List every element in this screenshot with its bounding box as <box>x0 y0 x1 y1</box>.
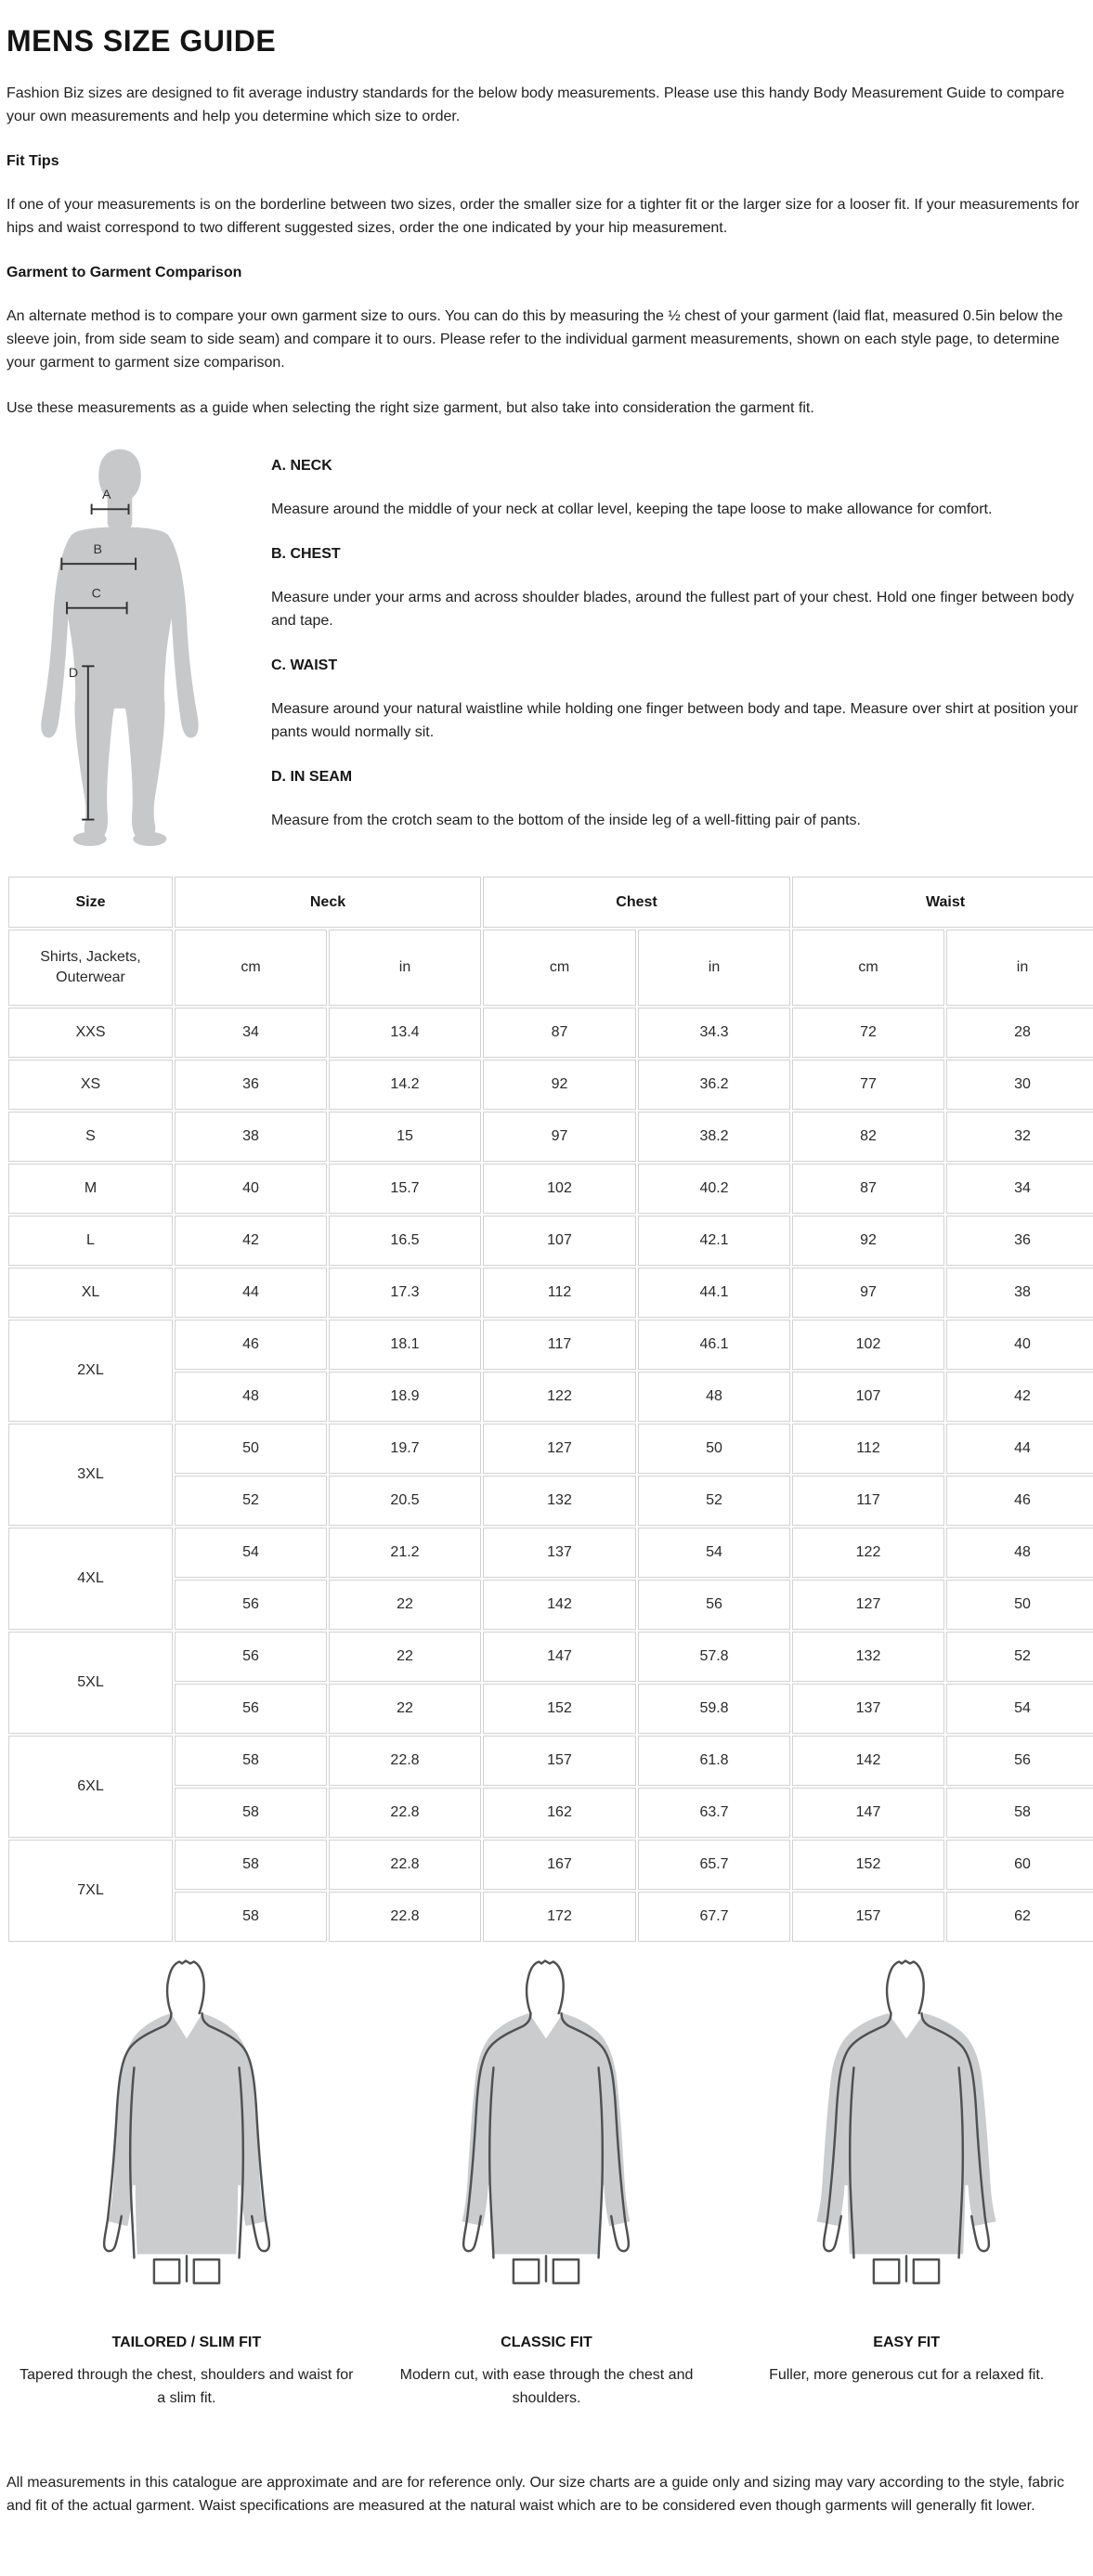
size-value-cell: 36.2 <box>638 1060 790 1110</box>
measurement-text: Measure around your natural waistline while holding one finger between body and tape. Measure over shirt at position your pants would normally sit. <box>271 701 1078 740</box>
size-value-cell: 152 <box>792 1840 944 1890</box>
measurement-label: A. NECK <box>271 458 332 474</box>
size-value-cell: 44 <box>946 1424 1093 1474</box>
size-value-cell: 157 <box>483 1736 636 1786</box>
unit-header-cell: cm <box>175 930 327 1006</box>
size-table-row <box>8 1528 1093 1578</box>
size-table-row <box>8 1840 1093 1890</box>
fit-guide-section <box>7 1951 1086 2410</box>
size-value-cell: 34 <box>946 1164 1093 1214</box>
group-column-header: Chest <box>483 877 790 928</box>
size-label-cell: L <box>8 1216 173 1266</box>
size-value-cell: 50 <box>638 1424 790 1474</box>
size-value-cell: 16.5 <box>329 1216 481 1266</box>
measurement-item-chest <box>271 545 1086 632</box>
size-label-cell: XL <box>8 1268 173 1318</box>
measurement-text: Measure around the middle of your neck at collar level, keeping the tape loose to make allowance for comfort. <box>271 501 993 517</box>
size-value-cell: 142 <box>483 1580 636 1630</box>
size-table-row <box>8 1736 1093 1786</box>
size-value-cell: 172 <box>483 1892 636 1942</box>
measurement-instructions <box>239 446 1086 856</box>
size-value-cell: 36 <box>175 1060 327 1110</box>
size-value-cell: 132 <box>792 1632 944 1682</box>
size-value-cell: 34 <box>175 1008 327 1058</box>
size-value-cell: 14.2 <box>329 1060 481 1110</box>
size-value-cell: 56 <box>175 1632 327 1682</box>
size-value-cell: 15.7 <box>329 1164 481 1214</box>
size-value-cell: 58 <box>946 1788 1093 1838</box>
size-value-cell: 22.8 <box>329 1840 481 1890</box>
size-value-cell: 56 <box>638 1580 790 1630</box>
size-value-cell: 152 <box>483 1684 636 1734</box>
size-value-cell: 52 <box>638 1476 790 1526</box>
unit-header-cell: in <box>946 930 1093 1006</box>
size-value-cell: 38.2 <box>638 1112 790 1162</box>
size-label-cell: 4XL <box>8 1528 173 1630</box>
size-value-cell: 60 <box>946 1840 1093 1890</box>
size-value-cell: 132 <box>483 1476 636 1526</box>
measurement-label: B. CHEST <box>271 546 341 562</box>
fit-card-easy <box>726 1951 1086 2410</box>
group-column-header: Waist <box>792 877 1093 928</box>
size-value-cell: 44.1 <box>638 1268 790 1318</box>
size-value-cell: 40.2 <box>638 1164 790 1214</box>
size-value-cell: 38 <box>946 1268 1093 1318</box>
size-value-cell: 22.8 <box>329 1736 481 1786</box>
size-value-cell: 42.1 <box>638 1216 790 1266</box>
measurement-text: Measure from the crotch seam to the bottom of the inside leg of a well-fitting pair of pants. <box>271 813 861 828</box>
intro-paragraph: Fashion Biz sizes are designed to fit average industry standards for the below body measurements. Please use this handy Body Measurement Guide to compare your own measurements and help you determine which size to order. <box>7 85 1065 124</box>
size-table-row <box>8 1268 1093 1318</box>
fit-description: Fuller, more generous cut for a relaxed fit. <box>769 2367 1045 2383</box>
size-value-cell: 58 <box>175 1840 327 1890</box>
size-guide-page <box>7 22 1086 2517</box>
measurement-text: Measure under your arms and across shoulder blades, around the fullest part of your chest. Hold one finger between body and tape. <box>271 590 1074 629</box>
size-value-cell: 63.7 <box>638 1788 790 1838</box>
size-value-cell: 34.3 <box>638 1008 790 1058</box>
garment-comparison-heading: Garment to Garment Comparison <box>7 265 242 280</box>
measurement-item-waist <box>271 657 1086 744</box>
fit-label: CLASSIC FIT <box>501 2335 592 2350</box>
diagram-label-b: B <box>93 541 103 557</box>
fit-description: Tapered through the chest, shoulders and waist for a slim fit. <box>20 2367 354 2406</box>
measurement-diagram-section <box>7 446 1086 856</box>
size-value-cell: 142 <box>792 1736 944 1786</box>
unit-header-cell: cm <box>792 930 944 1006</box>
unit-header-cell: in <box>638 930 790 1006</box>
size-value-cell: 62 <box>946 1892 1093 1942</box>
size-value-cell: 58 <box>175 1892 327 1942</box>
tailored-fit-figure-icon <box>78 1951 295 2296</box>
size-label-cell: S <box>8 1112 173 1162</box>
size-value-cell: 18.9 <box>329 1372 481 1422</box>
size-table-row <box>8 1112 1093 1162</box>
size-value-cell: 59.8 <box>638 1684 790 1734</box>
size-table-row <box>8 1424 1093 1474</box>
size-value-cell: 40 <box>946 1320 1093 1370</box>
size-value-cell: 48 <box>175 1372 327 1422</box>
size-value-cell: 56 <box>175 1684 327 1734</box>
size-value-cell: 58 <box>175 1736 327 1786</box>
size-category-cell: Shirts, Jackets, Outerwear <box>8 930 173 1006</box>
size-value-cell: 50 <box>946 1580 1093 1630</box>
size-value-cell: 46.1 <box>638 1320 790 1370</box>
size-value-cell: 58 <box>175 1788 327 1838</box>
size-label-cell: XS <box>8 1060 173 1110</box>
measurement-item-neck <box>271 457 1086 521</box>
size-value-cell: 107 <box>792 1372 944 1422</box>
size-value-cell: 92 <box>792 1216 944 1266</box>
size-value-cell: 22 <box>329 1684 481 1734</box>
size-value-cell: 19.7 <box>329 1424 481 1474</box>
measurement-item-inseam <box>271 768 1086 832</box>
size-value-cell: 92 <box>483 1060 636 1110</box>
size-label-cell: 3XL <box>8 1424 173 1526</box>
size-value-cell: 44 <box>175 1268 327 1318</box>
size-value-cell: 38 <box>175 1112 327 1162</box>
size-value-cell: 147 <box>483 1632 636 1682</box>
size-value-cell: 147 <box>792 1788 944 1838</box>
size-value-cell: 137 <box>792 1684 944 1734</box>
page-title: MENS SIZE GUIDE <box>7 24 277 58</box>
size-value-cell: 30 <box>946 1060 1093 1110</box>
size-value-cell: 21.2 <box>329 1528 481 1578</box>
group-column-header: Neck <box>175 877 481 928</box>
size-value-cell: 46 <box>946 1476 1093 1526</box>
guide-note: Use these measurements as a guide when selecting the right size garment, but also take into consideration the garment fit. <box>7 400 814 416</box>
size-value-cell: 46 <box>175 1320 327 1370</box>
size-value-cell: 17.3 <box>329 1268 481 1318</box>
size-value-cell: 107 <box>483 1216 636 1266</box>
size-value-cell: 67.7 <box>638 1892 790 1942</box>
fit-tips-heading: Fit Tips <box>7 153 59 169</box>
size-value-cell: 48 <box>638 1372 790 1422</box>
size-value-cell: 122 <box>483 1372 636 1422</box>
size-value-cell: 42 <box>946 1372 1093 1422</box>
size-value-cell: 54 <box>638 1528 790 1578</box>
size-value-cell: 13.4 <box>329 1008 481 1058</box>
size-value-cell: 112 <box>483 1268 636 1318</box>
size-value-cell: 22 <box>329 1580 481 1630</box>
size-value-cell: 61.8 <box>638 1736 790 1786</box>
size-value-cell: 22.8 <box>329 1788 481 1838</box>
size-value-cell: 54 <box>946 1684 1093 1734</box>
size-label-cell: 2XL <box>8 1320 173 1422</box>
diagram-label-a: A <box>102 487 111 502</box>
classic-fit-figure-icon <box>437 1951 655 2296</box>
size-value-cell: 56 <box>946 1736 1093 1786</box>
size-value-cell: 127 <box>792 1580 944 1630</box>
size-table-row <box>8 1632 1093 1682</box>
fit-tips-paragraph: If one of your measurements is on the borderline between two sizes, order the smaller size for a tighter fit or the larger size for a looser fit. If your measurements for hips and waist correspond to two different suggested sizes, order the one indicated by your hip measurement. <box>7 197 1080 236</box>
size-value-cell: 112 <box>792 1424 944 1474</box>
size-value-cell: 57.8 <box>638 1632 790 1682</box>
fit-description: Modern cut, with ease through the chest and shoulders. <box>399 2367 694 2406</box>
size-value-cell: 54 <box>175 1528 327 1578</box>
size-table-row <box>8 1216 1093 1266</box>
garment-comparison-paragraph: An alternate method is to compare your own garment size to ours. You can do this by measuring the ½ chest of your garment (laid flat, measured 0.5in below the sleeve join, from side seam to side seam) and compare it to ours. Please refer to the individual garment measurements, shown on each style page, to determine your garment to garment size comparison. <box>7 308 1063 371</box>
fit-label: TAILORED / SLIM FIT <box>111 2335 262 2350</box>
measurement-label: C. WAIST <box>271 657 338 673</box>
size-value-cell: 22 <box>329 1632 481 1682</box>
size-label-cell: 5XL <box>8 1632 173 1734</box>
size-value-cell: 157 <box>792 1892 944 1942</box>
size-value-cell: 97 <box>792 1268 944 1318</box>
measurement-label: D. IN SEAM <box>271 769 353 785</box>
size-table-row <box>8 1164 1093 1214</box>
size-value-cell: 15 <box>329 1112 481 1162</box>
size-value-cell: 87 <box>792 1164 944 1214</box>
size-table-row <box>8 1320 1093 1370</box>
size-value-cell: 122 <box>792 1528 944 1578</box>
size-value-cell: 77 <box>792 1060 944 1110</box>
size-value-cell: 72 <box>792 1008 944 1058</box>
size-value-cell: 137 <box>483 1528 636 1578</box>
size-value-cell: 50 <box>175 1424 327 1474</box>
size-table-row <box>8 1060 1093 1110</box>
size-table <box>7 875 1093 1944</box>
size-value-cell: 36 <box>946 1216 1093 1266</box>
diagram-label-d: D <box>68 665 79 681</box>
body-silhouette-figure <box>14 446 226 847</box>
size-value-cell: 28 <box>946 1008 1093 1058</box>
size-value-cell: 162 <box>483 1788 636 1838</box>
size-value-cell: 52 <box>946 1632 1093 1682</box>
size-column-header: Size <box>8 877 173 928</box>
size-value-cell: 117 <box>792 1476 944 1526</box>
body-measurement-diagram <box>7 446 239 856</box>
size-value-cell: 127 <box>483 1424 636 1474</box>
size-value-cell: 102 <box>483 1164 636 1214</box>
size-value-cell: 42 <box>175 1216 327 1266</box>
unit-header-cell: cm <box>483 930 636 1006</box>
size-label-cell: M <box>8 1164 173 1214</box>
size-value-cell: 117 <box>483 1320 636 1370</box>
fit-card-classic <box>367 1951 727 2410</box>
diagram-label-c: C <box>91 586 101 602</box>
unit-header-cell: in <box>329 930 481 1006</box>
size-value-cell: 65.7 <box>638 1840 790 1890</box>
size-value-cell: 18.1 <box>329 1320 481 1370</box>
size-value-cell: 102 <box>792 1320 944 1370</box>
size-value-cell: 87 <box>483 1008 636 1058</box>
fit-label: EASY FIT <box>873 2335 940 2350</box>
size-value-cell: 32 <box>946 1112 1093 1162</box>
size-value-cell: 22.8 <box>329 1892 481 1942</box>
fit-card-tailored <box>7 1951 367 2410</box>
size-label-cell: XXS <box>8 1008 173 1058</box>
size-value-cell: 97 <box>483 1112 636 1162</box>
size-label-cell: 6XL <box>8 1736 173 1838</box>
size-value-cell: 48 <box>946 1528 1093 1578</box>
size-value-cell: 40 <box>175 1164 327 1214</box>
size-table-row <box>8 1008 1093 1058</box>
size-value-cell: 20.5 <box>329 1476 481 1526</box>
disclaimer: All measurements in this catalogue are approximate and are for reference only. Our size charts are a guide only and sizing may vary according to the style, fabric and fit of the actual garment. Waist specifications are measured at the natural waist which are to be considered even though garments will generally fit lower. <box>7 2475 1064 2514</box>
size-value-cell: 82 <box>792 1112 944 1162</box>
easy-fit-figure-icon <box>798 1951 1015 2296</box>
size-value-cell: 56 <box>175 1580 327 1630</box>
size-value-cell: 167 <box>483 1840 636 1890</box>
size-value-cell: 52 <box>175 1476 327 1526</box>
size-label-cell: 7XL <box>8 1840 173 1942</box>
